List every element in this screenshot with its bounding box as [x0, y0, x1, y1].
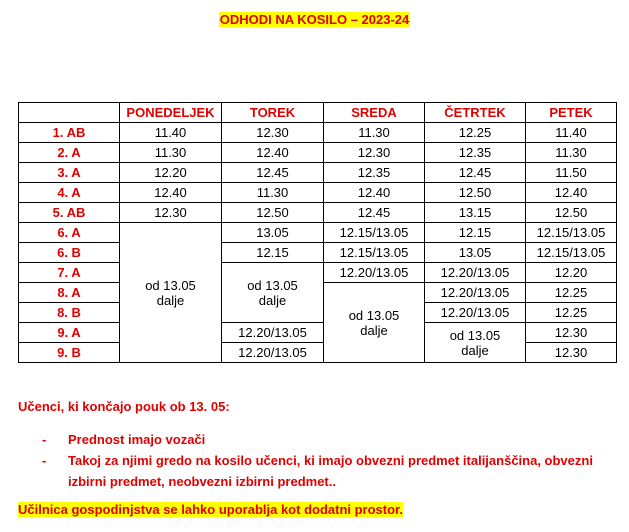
time-cell: 12.30	[120, 203, 222, 223]
header-wednesday: SREDA	[324, 103, 425, 123]
header-tuesday: TOREK	[222, 103, 324, 123]
merged-line: od 13.05	[348, 307, 400, 323]
time-cell: 12.40	[324, 183, 425, 203]
time-cell: 12.25	[425, 123, 526, 143]
time-cell: 12.15	[425, 223, 526, 243]
time-cell: 12.20	[120, 163, 222, 183]
time-cell: 12.20/13.05	[425, 303, 526, 323]
merged-line: dalje	[461, 342, 489, 358]
time-cell: 12.20/13.05	[222, 343, 324, 363]
time-cell: 12.45	[324, 203, 425, 223]
time-cell: 12.50	[526, 203, 617, 223]
merged-line: od 13.05	[247, 277, 298, 293]
wednesday-merged-cell	[324, 283, 425, 363]
merged-line: dalje	[258, 292, 287, 308]
time-cell: 12.15/13.05	[324, 243, 425, 263]
note-heading: Učenci, ki končajo pouk ob 13. 05:	[18, 399, 230, 414]
time-cell: 12.15/13.05	[324, 223, 425, 243]
time-cell: 12.20/13.05	[425, 283, 526, 303]
thursday-merged-cell	[425, 323, 526, 363]
time-cell: 12.20	[526, 263, 617, 283]
lunch-schedule-table	[18, 102, 617, 363]
table-row	[19, 243, 617, 263]
time-cell: 12.35	[425, 143, 526, 163]
time-cell: 11.30	[324, 123, 425, 143]
table-row	[19, 203, 617, 223]
header-monday: PONEDELJEK	[120, 103, 222, 123]
time-cell: 12.30	[222, 123, 324, 143]
class-label: 4. A	[19, 183, 120, 203]
merged-line: dalje	[360, 322, 388, 338]
table-row	[19, 263, 617, 283]
class-label: 2. A	[19, 143, 120, 163]
time-cell: 13.05	[425, 243, 526, 263]
table-row	[19, 123, 617, 143]
list-item	[42, 429, 602, 450]
table-row	[19, 183, 617, 203]
time-cell: 13.05	[222, 223, 324, 243]
list-item	[42, 450, 602, 492]
time-cell: 11.30	[222, 183, 324, 203]
time-cell: 12.40	[526, 183, 617, 203]
bullet-list	[42, 429, 602, 492]
class-label: 9. B	[19, 343, 120, 363]
time-cell: 12.30	[526, 323, 617, 343]
time-cell: 12.40	[120, 183, 222, 203]
monday-merged-cell	[120, 223, 222, 363]
time-cell: 12.20/13.05	[425, 263, 526, 283]
table-row	[19, 343, 617, 363]
class-label: 6. B	[19, 243, 120, 263]
time-cell: 12.25	[526, 283, 617, 303]
merged-line: od 13.05	[449, 327, 501, 343]
time-cell: 12.15/13.05	[526, 243, 617, 263]
time-cell: 12.45	[425, 163, 526, 183]
time-cell: 12.30	[324, 143, 425, 163]
time-cell: 12.35	[324, 163, 425, 183]
table-row	[19, 143, 617, 163]
merged-line: dalje	[156, 292, 185, 308]
class-label: 7. A	[19, 263, 120, 283]
footer-note: Učilnica gospodinjstva se lahko uporablja kot dodatni prostor.	[18, 502, 404, 517]
time-cell: 11.30	[526, 143, 617, 163]
time-cell: 12.40	[222, 143, 324, 163]
table-row	[19, 163, 617, 183]
time-cell: 12.15	[222, 243, 324, 263]
time-cell: 11.40	[526, 123, 617, 143]
class-label: 1. AB	[19, 123, 120, 143]
class-label: 9. A	[19, 323, 120, 343]
header-friday: PETEK	[526, 103, 617, 123]
table-row	[19, 223, 617, 243]
class-label: 8. B	[19, 303, 120, 323]
time-cell: 12.20/13.05	[222, 323, 324, 343]
page-title: ODHODI NA KOSILO – 2023-24	[219, 12, 410, 27]
time-cell: 11.50	[526, 163, 617, 183]
time-cell: 12.25	[526, 303, 617, 323]
time-cell: 12.45	[222, 163, 324, 183]
tuesday-merged-cell	[222, 263, 324, 323]
time-cell: 12.15/13.05	[526, 223, 617, 243]
time-cell: 12.50	[222, 203, 324, 223]
class-label: 3. A	[19, 163, 120, 183]
list-item-text: Prednost imajo vozači	[68, 432, 206, 447]
header-row	[19, 103, 617, 123]
time-cell: 11.30	[120, 143, 222, 163]
merged-line: od 13.05	[145, 277, 196, 293]
table-row	[19, 323, 617, 343]
time-cell: 12.20/13.05	[324, 263, 425, 283]
class-label: 5. AB	[19, 203, 120, 223]
time-cell: 11.40	[120, 123, 222, 143]
list-item-text: Takoj za njimi gredo na kosilo učenci, ki imajo obvezni predmet italijanščina, obvezni izbirni predmet, neobvezni izbirni predmet..	[68, 453, 593, 489]
time-cell: 13.15	[425, 203, 526, 223]
header-corner	[19, 103, 120, 123]
class-label: 6. A	[19, 223, 120, 243]
time-cell: 12.30	[526, 343, 617, 363]
header-thursday: ČETRTEK	[425, 103, 526, 123]
time-cell: 12.50	[425, 183, 526, 203]
dash-marker: -	[42, 432, 47, 447]
class-label: 8. A	[19, 283, 120, 303]
dash-marker: -	[42, 453, 47, 468]
